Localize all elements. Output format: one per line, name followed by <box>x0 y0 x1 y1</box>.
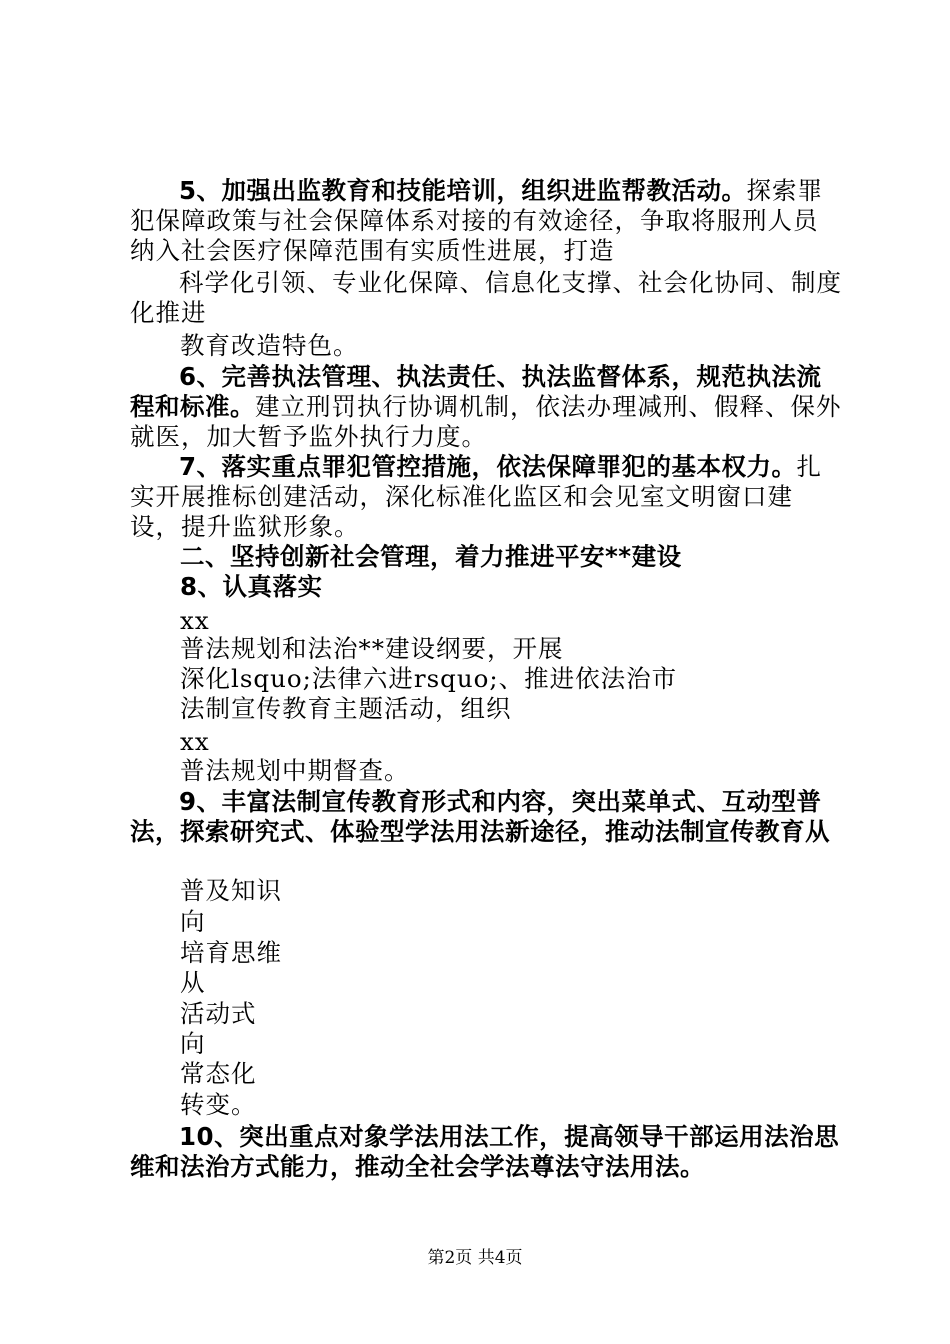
paragraph-lead: 5、加强出监教育和技能培训，组织进监帮教活动。 <box>179 176 747 205</box>
paragraph-line: 向 <box>180 907 206 936</box>
paragraph-line: 法制宣传教育主题活动，组织 <box>180 694 512 723</box>
paragraph-line: 科学化引领、专业化保障、信息化支撑、社会化协同、制度化推进 <box>130 268 842 327</box>
paragraph-line: 教育改造特色。 <box>180 331 359 360</box>
paragraph-item-6 <box>130 362 842 452</box>
paragraph-line: xx <box>180 727 210 756</box>
paragraph-line: 向 <box>180 1029 206 1058</box>
item-heading-8: 8、认真落实 <box>180 572 323 601</box>
paragraph-line: 普及知识 <box>180 876 282 905</box>
paragraph-item-7 <box>130 452 842 542</box>
paragraph-lead: 7、落实重点罪犯管控措施，依法保障罪犯的基本权力。 <box>179 452 797 481</box>
paragraph-line: xx <box>180 606 210 635</box>
paragraph-line: 培育思维 <box>180 938 282 967</box>
paragraph-body: 扎实开展推标创建活动，深化标准化监区和会见室文明窗口建设，提升监狱形象。 <box>130 452 823 541</box>
paragraph-item-10: 10、突出重点对象学法用法工作，提高领导干部运用法治思维和法治方式能力，推动全社会学法尊法守法用法。 <box>130 1122 840 1181</box>
paragraph-item-9: 9、丰富法制宣传教育形式和内容，突出菜单式、互动型普法，探索研究式、体验型学法用法新途径，推动法制宣传教育从 <box>130 787 830 846</box>
paragraph-line: 常态化 <box>180 1059 257 1088</box>
paragraph-line: 深化lsquo;法律六进rsquo;、推进依法治市 <box>180 664 678 693</box>
paragraph-line: 普法规划和法治**建设纲要，开展 <box>180 634 564 663</box>
paragraph-body: 建立刑罚执行协调机制，依法办理减刑、假释、保外就医，加大暂予监外执行力度。 <box>130 392 842 451</box>
page-footer: 第2页 共4页 <box>427 1248 523 1268</box>
paragraph-line: 普法规划中期督查。 <box>180 756 410 785</box>
paragraph-lead: 6、完善执法管理、执法责任、执法监督体系，规范执法流程和标准。 <box>130 362 822 421</box>
paragraph-item-5 <box>130 176 842 266</box>
paragraph-line: 活动式 <box>180 999 257 1028</box>
paragraph-line: 从 <box>180 968 206 997</box>
paragraph-body: 探索罪犯保障政策与社会保障体系对接的有效途径，争取将服刑人员纳入社会医疗保障范围有实质性进展，打造 <box>130 176 824 265</box>
section-heading: 二、坚持创新社会管理，着力推进平安**建设 <box>180 542 682 571</box>
paragraph-line: 转变。 <box>180 1090 257 1119</box>
